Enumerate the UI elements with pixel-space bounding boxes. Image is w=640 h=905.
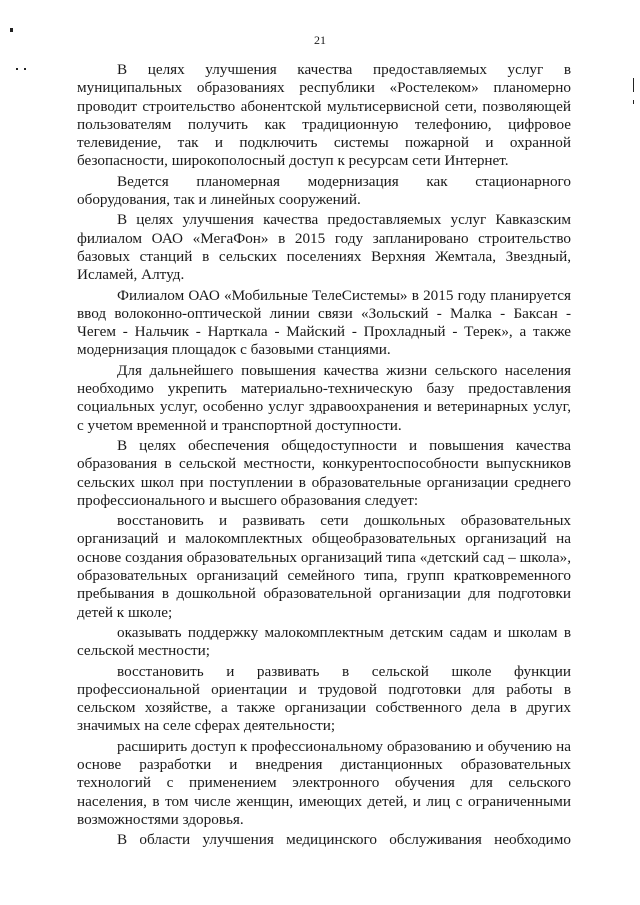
document-body [77, 61, 571, 851]
paragraph: Филиалом ОАО «Мобильные ТелеСистемы» в 2015 году планируется ввод волоконно-оптической линии связи «Зольский - Малка - Баксан - Чегем - Нальчик - Нарткала - Майский - Прохладный - Терек», а также модернизация площадок с базовыми станциями. [77, 286, 571, 359]
paragraph: В целях улучшения качества предоставляемых услуг Кавказским филиалом ОАО «МегаФон» в 2015 году запланировано строительство базовых станций в сельских поселениях Верхняя Жемтала, Звездный, Исламей, Алтуд. [77, 211, 571, 284]
paragraph: восстановить и развивать в сельской школе функции профессиональной ориентации и трудовой подготовки для работы в сельском хозяйстве, а также организации собственного дела в других значимых на селе сферах деятельности; [77, 662, 571, 735]
scan-edge-mark [633, 78, 634, 92]
scan-speck [10, 28, 13, 32]
paragraph: оказывать поддержку малокомплектным детским садам и школам в сельской местности; [77, 623, 571, 660]
paragraph: восстановить и развивать сети дошкольных образовательных организаций и малокомплектных общеобразовательных организаций на основе создания образовательных организаций типа «детский сад – школа», образовательных организаций семейного типа, групп кратковременного пребывания в дошкольной образовательной организации для подготовки детей к школе; [77, 512, 571, 621]
paragraph: расширить доступ к профессиональному образованию и обучению на основе разработки и внедрения дистанционных образовательных технологий с применением электронного обучения для сельского населения, в том числе женщин, имеющих детей, и лиц с ограниченными возможностями здоровья. [77, 737, 571, 828]
scan-speck [16, 68, 18, 70]
paragraph: В области улучшения медицинского обслуживания необходимо [117, 831, 571, 849]
page-number: 21 [314, 33, 326, 47]
scan-edge-mark [633, 100, 634, 104]
paragraph: Ведется планомерная модернизация как стационарного оборудования, так и линейных сооружений. [77, 172, 571, 209]
paragraph: В целях улучшения качества предоставляемых услуг в муниципальных образованиях республики «Ростелеком» планомерно проводит строительство абонентской мультисервисной сети, позволяющей пользователям получить как традиционную телефонию, цифровое телевидение, так и подключить системы пожарной и охранной безопасности, широкополосный доступ к ресурсам сети Интернет. [77, 61, 571, 170]
scan-speck [24, 68, 26, 70]
paragraph: В целях обеспечения общедоступности и повышения качества образования в сельской местности, конкурентоспособности выпускников сельских школ при поступлении в образовательные организации среднего профессионального и высшего образования следует: [77, 436, 571, 509]
paragraph: Для дальнейшего повышения качества жизни сельского населения необходимо укрепить материально-техническую базу предоставления социальных услуг, особенно услуг здравоохранения и ветеринарных услуг, с учетом временной и транспортной доступности. [77, 361, 571, 434]
